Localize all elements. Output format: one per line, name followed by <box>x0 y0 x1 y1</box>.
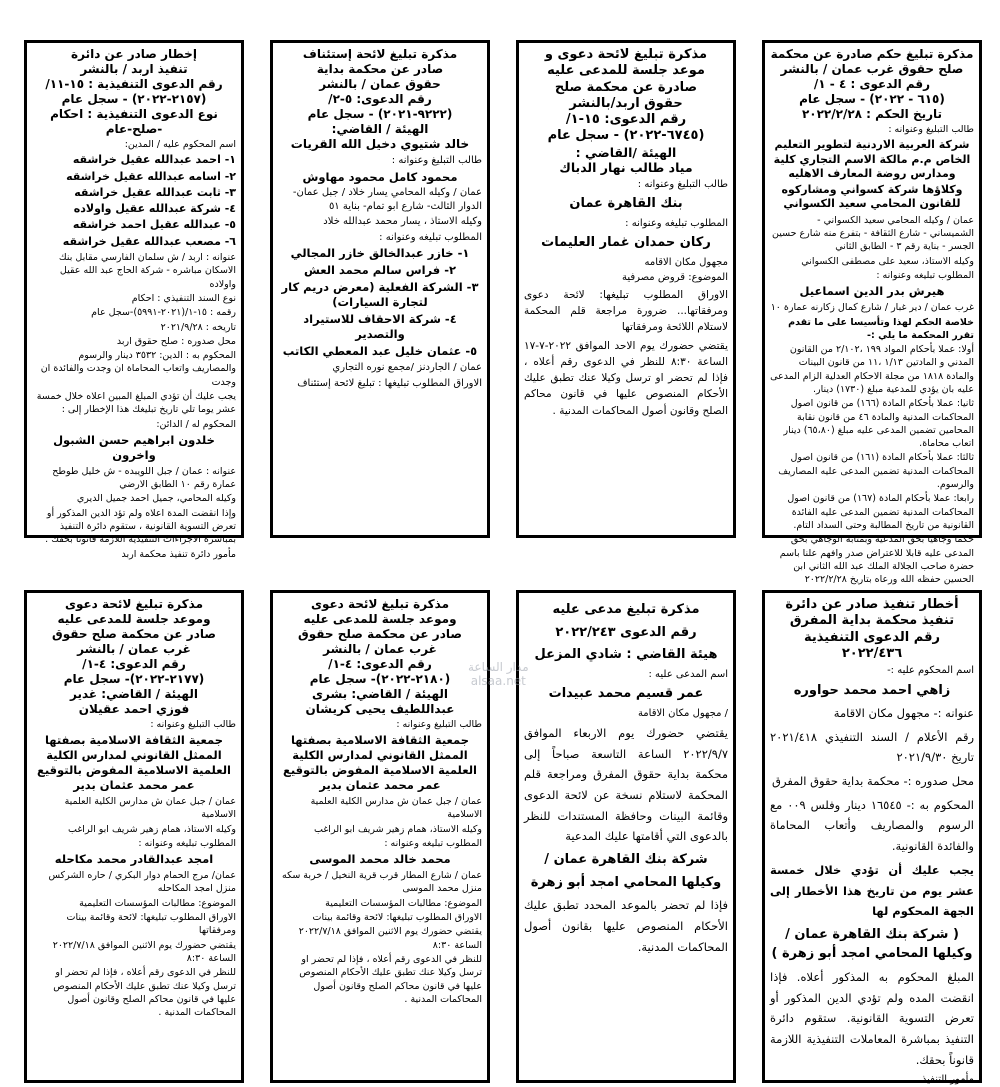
defendant-name: هيرش بدر الدين اسماعيل <box>799 284 945 299</box>
judgment-summary: خلاصة الحكم لهذا وتأسيسا على ما تقدم تقرر المحكمة ما يلي :- <box>788 316 974 341</box>
notice-title: وموعد جلسة للمدعى عليه <box>303 612 457 626</box>
case-number: (٢١٧٧-٢٠٢٢)- سجل عام <box>63 672 205 686</box>
judgment-notice-west-amman <box>762 40 982 586</box>
notice-title: مذكرة تبليغ حكم صادرة عن محكمة <box>770 47 974 61</box>
defendant-name: محمد خالد محمد الموسى <box>309 852 451 867</box>
label: طالب التبليغ وعنوانه : <box>888 124 974 135</box>
case-number: رقم الدعوى ٢٠٢٢/٢٤٣ <box>555 624 697 640</box>
address: عنوانه : عمان / جبل اللويبده - ش خليل طوطح عمارة رقم ١٠ الطابق الارضي <box>52 465 236 491</box>
notice-title: إخطار صادر عن دائرة <box>71 47 197 61</box>
notice-title: حقوق عمان / بالنشر <box>319 77 441 91</box>
documents: الاوراق المطلوب تبليغها : تبليغ لائحة إستئناف <box>297 377 482 389</box>
judgment-item: رابعا: عملا بأحكام المادة (١٦٧) من قانون اصول المحاكمات المدنية تضمين المدعى عليه الفائدة القانونية من تاريخ المطالبة وحتى السداد التام. <box>787 493 974 531</box>
instrument-number: رقمه : ١٥-١/(٢٠٢١-٥٩٩١)-سجل عام <box>91 307 236 319</box>
label: اسم المدعى عليه : <box>648 668 728 680</box>
label: المطلوب تبليغه وعنوانه : <box>876 269 974 281</box>
hearing-summons: يقتضي حضورك يوم الاحد الموافق ٢٠٢٢-٧-١٧ الساعة ٨:٣٠ للنظر في الدعوى رقم أعلاه ، فإذا لم تحضر او ترسل وكيلا عنك تطبق عليك الأحكام المنصوص عليها في قانون محاكم الصلح وقانون أصول المحاكمات المدنية . <box>524 339 728 417</box>
debtor-name: ٥- عبدالله عقيل احمد خراشقه <box>72 218 236 232</box>
creditor-name: ( شركة بنك القاهرة عمان / وكيلها المحامي امجد أبو زهرة ) <box>771 926 973 962</box>
instrument-number: رقم الأعلام / السند التنفيذي ٢٠٢١/٤١٨ تاريخ ٢٠٢١/٩/٣٠ <box>770 729 974 765</box>
notice-title: مذكرة تبليغ لائحة دعوى <box>310 597 450 611</box>
judgment-amount: المحكوم به : الدين: ٣٥٣٢ دينار والرسوم والمصاريف واتعاب المحاماة ان وجدت والفائدة ان وجدت <box>40 350 236 388</box>
label: المطلوب تبليغه وعنوانه : <box>625 217 728 229</box>
agent: وكيله الاستاذ ، يسار محمد عبدالله خلاد <box>323 216 482 228</box>
case-number: (٦٧٤٥-٢٠٢٢) - سجل عام <box>547 128 705 144</box>
label: المحكوم له / الدائن: <box>156 418 236 430</box>
case-number: (٦١٥ - ٢٠٢٢) - سجل عام <box>799 92 945 106</box>
label: المطلوب تبليغه وعنوانه : <box>138 837 236 849</box>
notice-title: صادر عن محكمة بداية <box>316 62 444 76</box>
notice-title: تنفيذ اربد / بالنشر <box>80 62 188 76</box>
notice-title: مذكرة تبليغ لائحة إستئناف <box>302 47 458 61</box>
address: عمان / شارع المطار قرب قرية النخيل / خربة سكه منزل محمد الموسى <box>281 870 482 895</box>
notice-title: صلح حقوق غرب عمان / بالنشر <box>780 62 964 76</box>
defendant-name: امجد عبدالقادر محمد مكاحله <box>54 852 214 867</box>
label: اسم المحكوم عليه :- <box>887 665 974 676</box>
case-number: رقم الدعوى: ١٥-١/ <box>565 112 687 127</box>
creditor-name: خلدون ابراهيم حسن الشبول واخرون <box>53 432 215 462</box>
notice-title: غرب عمان / بالنشر <box>77 642 191 656</box>
case-number: رقم الدعوى: ٥-٢/ <box>328 92 432 106</box>
panel-label: الهيئة /القاضي : <box>575 144 677 160</box>
judgment-date: تاريخ الحكم : ٢٠٢٢/٢/٢٨ <box>801 107 943 121</box>
hearing-summons: يقتضي حضورك يوم الاربعاء الموافق ٢٠٢٢/٩/٧ الساعة التاسعة صباحاً إلى محكمة بداية حقوق المفرق ومراجعة قلم المحكمة لاستلام نسخة عن لائحة الدعوى وقائمة البينات وحافظة المستندات للنظر بالدعوى التي أقامتها عليك المدعية <box>524 726 728 844</box>
warning: للنظر في الدعوى رقم أعلاه ، فإذا لم تحضر او ترسل وكيلا عنك تطبق عليك الأحكام المنصوص عليها في قانون محاكم الصلح وقانون أصول المحاكمات المدنية . <box>299 953 482 1005</box>
defendant-notice-mafraq <box>516 590 736 1083</box>
watermark-text-latin: alsaa.net <box>470 674 526 689</box>
lawsuit-notice-irbid <box>516 40 736 538</box>
judgment-item: ثانيا: عملا بأحكام المادة (١٦٦) من قانون اصول المحاكمات المدنية والمادة ٤٦ من قانون نقابة المحامين تضمين المدعى عليه مبلغ (٦٥،٨٠) دينار اتعاب محاماة. <box>783 398 974 450</box>
judge-name: مياد طالب نهار الدباك <box>559 160 693 176</box>
debtor-name: ٤- شركة عبدالله عقيل واولاده <box>73 202 236 216</box>
notice-title: أخطار تنفيذ صادر عن دائرة <box>785 597 959 612</box>
instrument-date: تاريخه : ٢٠٢١/٩/٢٨ <box>160 321 236 333</box>
case-number: (٢١٥٧-٢٠٢٢) - سجل عام <box>61 92 207 106</box>
hearing-date: يقتضي حضورك يوم الاثنين الموافق ٢٠٢٢/٧/١٨ الساعة ٨:٣٠ <box>298 926 482 951</box>
lawsuit-notice-west-amman-2180 <box>270 590 490 1083</box>
notice-title: صادر عن محكمة صلح حقوق <box>52 627 216 641</box>
notice-title: صادرة عن محكمة صلح <box>554 79 698 95</box>
plaintiff-name: بنك القاهرة عمان <box>569 196 683 212</box>
address: غرب عمان / دير غبار / شارع كمال زكارنه عمارة ١٠ <box>770 302 974 314</box>
plaintiff-agent: وكيلها المحامي امجد أبو زهرة <box>530 874 722 890</box>
case-number: ٢٠٢٢/٤٣٦ <box>841 645 903 661</box>
case-number: رقم الدعوى: ٤-١/ <box>328 657 432 671</box>
judgment-item: حكما وجاهيا بحق المدعية وبمثابة الوجاهي بحق المدعى عليه قابلا للاعتراض صدر وافهم علنا باسم حضرة صاحب الجلالة الملك عبد الله الثاني ابن الحسين حفظه الله ورعاه بتاريخ ٢٠٢٢/٢/٢٨ <box>779 534 974 586</box>
address: عمان / وكيله المحامي سعيد الكسواني - الشميساني - شارع الثقافة - بتفرع منه شارع حسين الجسر - بناية رقم ٣ - الطابق الثاني <box>772 214 974 253</box>
address: عمان / جبل عمان ش مدارس الكلية العلمية الاسلامية <box>64 796 236 821</box>
address: عنوانه : اربد / ش سلمان الفارسي مقابل بنك الاسكان مباشره - شركة الحاج عبد الله عقيل واولاده <box>58 252 236 290</box>
judgment-item: ثالثا: عملا بأحكام المادة (١٦١) من قانون اصول المحاكمات المدنية تضمين المدعى عليه المصاريف والرسوم. <box>778 452 974 491</box>
payment-deadline: يجب عليك أن تؤدي خلال خمسة عشر يوم من تاريخ هذا الأخطار إلى الجهة المحكوم لها <box>770 862 974 919</box>
judge-name: فوزي احمد عقيلان <box>78 702 190 716</box>
label: اسم المحكوم عليه / المدين: <box>124 139 236 150</box>
address: عمان/ مرج الحمام دوار البكري / حاره الشركس منزل امجد المكاحله <box>48 870 236 895</box>
issuing-court: محل صدوره :- محكمة بداية حقوق المفرق <box>772 774 974 789</box>
case-number: رقم الدعوى : ٤ - ١/ <box>813 77 931 91</box>
case-number: رقم الدعوى التنفيذية : ١٥-١١/ <box>45 77 223 91</box>
respondent-name: ١- خازر عبدالخالق خازر المجالي <box>290 246 470 261</box>
judgment-amount: المحكوم به :- ١٦٥٤٥ دينار وفلس ٠٠٩ مع الرسوم والمصاريف وأتعاب المحاماة والفائدة القانونية. <box>770 797 974 854</box>
execution-notice-irbid <box>24 40 244 560</box>
plaintiff-name: شركة العربية الاردنية لتطوير التعليم الخاص م.م مالكة الاسم التجاري كلية ومدارس روضة المعارف الاهليه <box>773 138 971 180</box>
agent: وكيله الاستاذ، سعيد على مصطفى الكسواني <box>801 255 974 267</box>
notice-title: مذكرة تبليغ لائحة دعوى <box>64 597 204 611</box>
payment-deadline: يجب عليك أن تؤدي المبلغ المبين اعلاه خلال خمسة عشر يوما تلي تاريخ تبليغك هذا الإخطار إلى : <box>36 391 236 416</box>
debtor-name: زاهي احمد محمد حواوره <box>793 682 951 698</box>
plaintiff-agent: وكلاؤها شركة كسواني ومشاركوه للقانون المحامي سعيد الكسواني <box>781 183 963 211</box>
notice-title: موعد جلسة للمدعى عليه <box>547 63 705 79</box>
judge-name: عبداللطيف يحيى كريشان <box>305 702 455 716</box>
respondent-name: ٢- فراس سالم محمد العش <box>303 263 457 278</box>
plaintiff-name: شركة بنك القاهرة عمان / <box>544 852 708 868</box>
appellant-name: محمود كامل محمود مهاوش <box>302 169 458 184</box>
label: المطلوب تبليغه وعنوانه : <box>384 837 482 849</box>
notice-title: صادر عن محكمة صلح حقوق <box>298 627 462 641</box>
subject: الموضوع: مطالبات المؤسسات التعليمية <box>325 897 482 909</box>
label: طالب التبليغ وعنوانه : <box>391 155 482 166</box>
panel-label: الهيئة / القاضي: غدير <box>70 687 198 701</box>
judgment-item: أولا: عملا بأحكام المواد ١٩٩ ،٢/١٠٢ من القانون المدني و المادتين ١/١٣ ،١١ من قانون البينات والمادة ١٨١٨ من مجلة الاحكام العدلية الزام المدعى عليه بان يؤدي للمدعية مبلغ (١٧٣٠) دينار. <box>770 344 974 395</box>
warning: المبلغ المحكوم به المذكور أعلاه. فإذا انقضت المده ولم تؤدي الدين المذكور أو تعرض التسوية القانونية. ستقوم دائرة التنفيذ بمباشرة المعاملات التنفيذية اللازمة قانوناً بحقك. <box>770 969 974 1067</box>
label: طالب التبليغ وعنوانه : <box>396 719 482 730</box>
case-type: نوع الدعوى التنفيذية : احكام -صلح-عام <box>50 107 218 136</box>
notice-title: غرب عمان / بالنشر <box>323 642 437 656</box>
agent: وكيله الاستاذ، همام زهير شريف ابو الراغب <box>68 823 236 835</box>
warning: للنظر في الدعوى رقم أعلاه ، فإذا لم تحضر او ترسل وكيلا عنك تطبق عليك الأحكام المنصوص عليها في قانون محاكم الصلح وقانون أصول المحاكمات المدنية . <box>53 967 236 1019</box>
hearing-date: يقتضي حضورك يوم الاثنين الموافق ٢٠٢٢/٧/١٨ الساعة ٨:٣٠ <box>52 939 236 964</box>
panel-label: الهيئة / القاضي: بشرى <box>311 687 448 701</box>
warning: وإذا انقضت المدة اعلاه ولم تؤد الدين المذكور أو تعرض التسوية القانونية ، ستقوم دائرة التنفيذ بمباشرة الاجراءات التنفيذية اللازمة قانونا بحقك . <box>45 507 236 546</box>
notice-title: مذكرة تبليغ مدعى عليه <box>552 602 700 617</box>
address: عمان / جبل عمان ش مدارس الكلية العلمية الاسلامية <box>310 796 482 821</box>
residence: / مجهول مكان الاقامة <box>637 707 728 719</box>
label: المطلوب تبليغه وعنوانه : <box>379 231 482 243</box>
signature-line: مأمور التنفيذ <box>921 1074 974 1086</box>
warning: فإذا لم تحضر بالموعد المحدد تطبق عليك الأحكام المنصوص عليها بقانون أصول المحاكمات المدنية. <box>524 898 728 954</box>
address: عنوانه :- مجهول مكان الاقامة <box>833 706 974 720</box>
plaintiff-name: جمعية الثقافة الاسلامية بصفتها الممثل القانوني لمدارس الكلية العلمية الاسلامية المفوض بالتوقيع عمر محمد عثمان بدير <box>282 733 478 793</box>
notice-title: مذكرة تبليغ لائحة دعوى و <box>544 47 708 62</box>
documents: الاوراق المطلوب تبليغها: لائحة وقائمة بينات <box>312 912 482 924</box>
respondent-name: ٤- شركة الاحقاف للاستيراد والتصدير <box>303 312 457 342</box>
agent: وكيله الاستاذ، همام زهير شريف ابو الراغب <box>314 823 482 835</box>
debtor-name: ١- احمد عبدالله عقيل خراشقه <box>72 153 236 167</box>
notice-title: حقوق اربد/بالنشر <box>569 95 683 111</box>
case-number: (٩٢٢٢-٢٠٢١) - سجل عام <box>307 107 453 121</box>
label: طالب التبليغ وعنوانه : <box>150 719 236 730</box>
lawsuit-notice-west-amman-2177 <box>24 590 244 1083</box>
respondent-name: ٥- عثمان خليل عبد المعطي الكاتب <box>282 344 478 359</box>
label: طالب التبليغ وعنوانه : <box>637 178 728 190</box>
judge-name: خالد شتيوي دخيل الله القريات <box>290 137 470 151</box>
notice-title: وموعد جلسة للمدعى عليه <box>57 612 211 626</box>
subject: الموضوع: قروض مصرفية <box>621 272 728 284</box>
notice-title: تنفيذ محكمة بداية المفرق <box>789 613 955 629</box>
plaintiff-name: جمعية الثقافة الاسلامية بصفتها الممثل القانوني لمدارس الكلية العلمية الاسلامية المفوض بالتوقيع عمر محمد عثمان بدير <box>36 733 232 793</box>
documents: الاوراق المطلوب تبليغها: لائحة دعوى ومرفقاتها... ضرورة مراجعة قلم المحكمة لاستلام اللائحة ومرفقاتها <box>524 288 728 334</box>
case-number: رقم الدعوى: ٤-١/ <box>82 657 186 671</box>
watermark-text-arabic: مدار الساعة <box>468 660 529 674</box>
residence: مجهول مكان الاقامه <box>644 256 728 268</box>
panel-label: الهيئة / القاضي: <box>331 122 429 136</box>
issuing-court: محل صدوره : صلح حقوق اربد <box>116 335 236 347</box>
defendant-name: عمر قسيم محمد عبيدات <box>548 686 704 701</box>
address: عمان / وكيله المحامي يسار خلاد / جبل عمان- الدوار الثالث- شارع ابو تمام- بناية ٥١ <box>292 187 482 212</box>
defendant-name: ركان حمدان غمار العليمات <box>541 235 711 251</box>
debtor-name: ٦- مصعب عبدالله عقيل خراشقه <box>62 234 236 248</box>
debtor-name: ٢- اسامه عبدالله عقيل خراشقه <box>66 169 236 183</box>
respondent-name: ٣- الشركة الفعلية (معرض دريم كار لتجارة السيارات) <box>281 280 479 310</box>
judge-name: هيئة القاضي : شادي المزعل <box>534 647 718 662</box>
signature-line: مأمور دائرة تنفيذ محكمة اربد <box>121 548 236 560</box>
instrument-type: نوع السند التنفيذي : احكام <box>131 292 236 304</box>
subject: الموضوع: مطالبات المؤسسات التعليمية <box>79 897 236 909</box>
appeal-notice-amman <box>270 40 490 538</box>
notice-title: رقم الدعوى التنفيذية <box>804 629 940 645</box>
agent: وكيله المحامي، جميل احمد جميل الديري <box>76 493 236 505</box>
address: عمان / الجاردنز /مجمع نوره التجاري <box>332 362 482 373</box>
debtor-name: ٣- ثابت عبدالله عقيل خراشقه <box>74 185 236 199</box>
execution-notice-mafraq <box>762 590 982 1086</box>
documents: الاوراق المطلوب تبليغها: لائحة وقائمة بينات ومرفقاتها <box>66 912 236 937</box>
case-number: (٢١٨٠-٢٠٢٢)- سجل عام <box>309 672 451 686</box>
